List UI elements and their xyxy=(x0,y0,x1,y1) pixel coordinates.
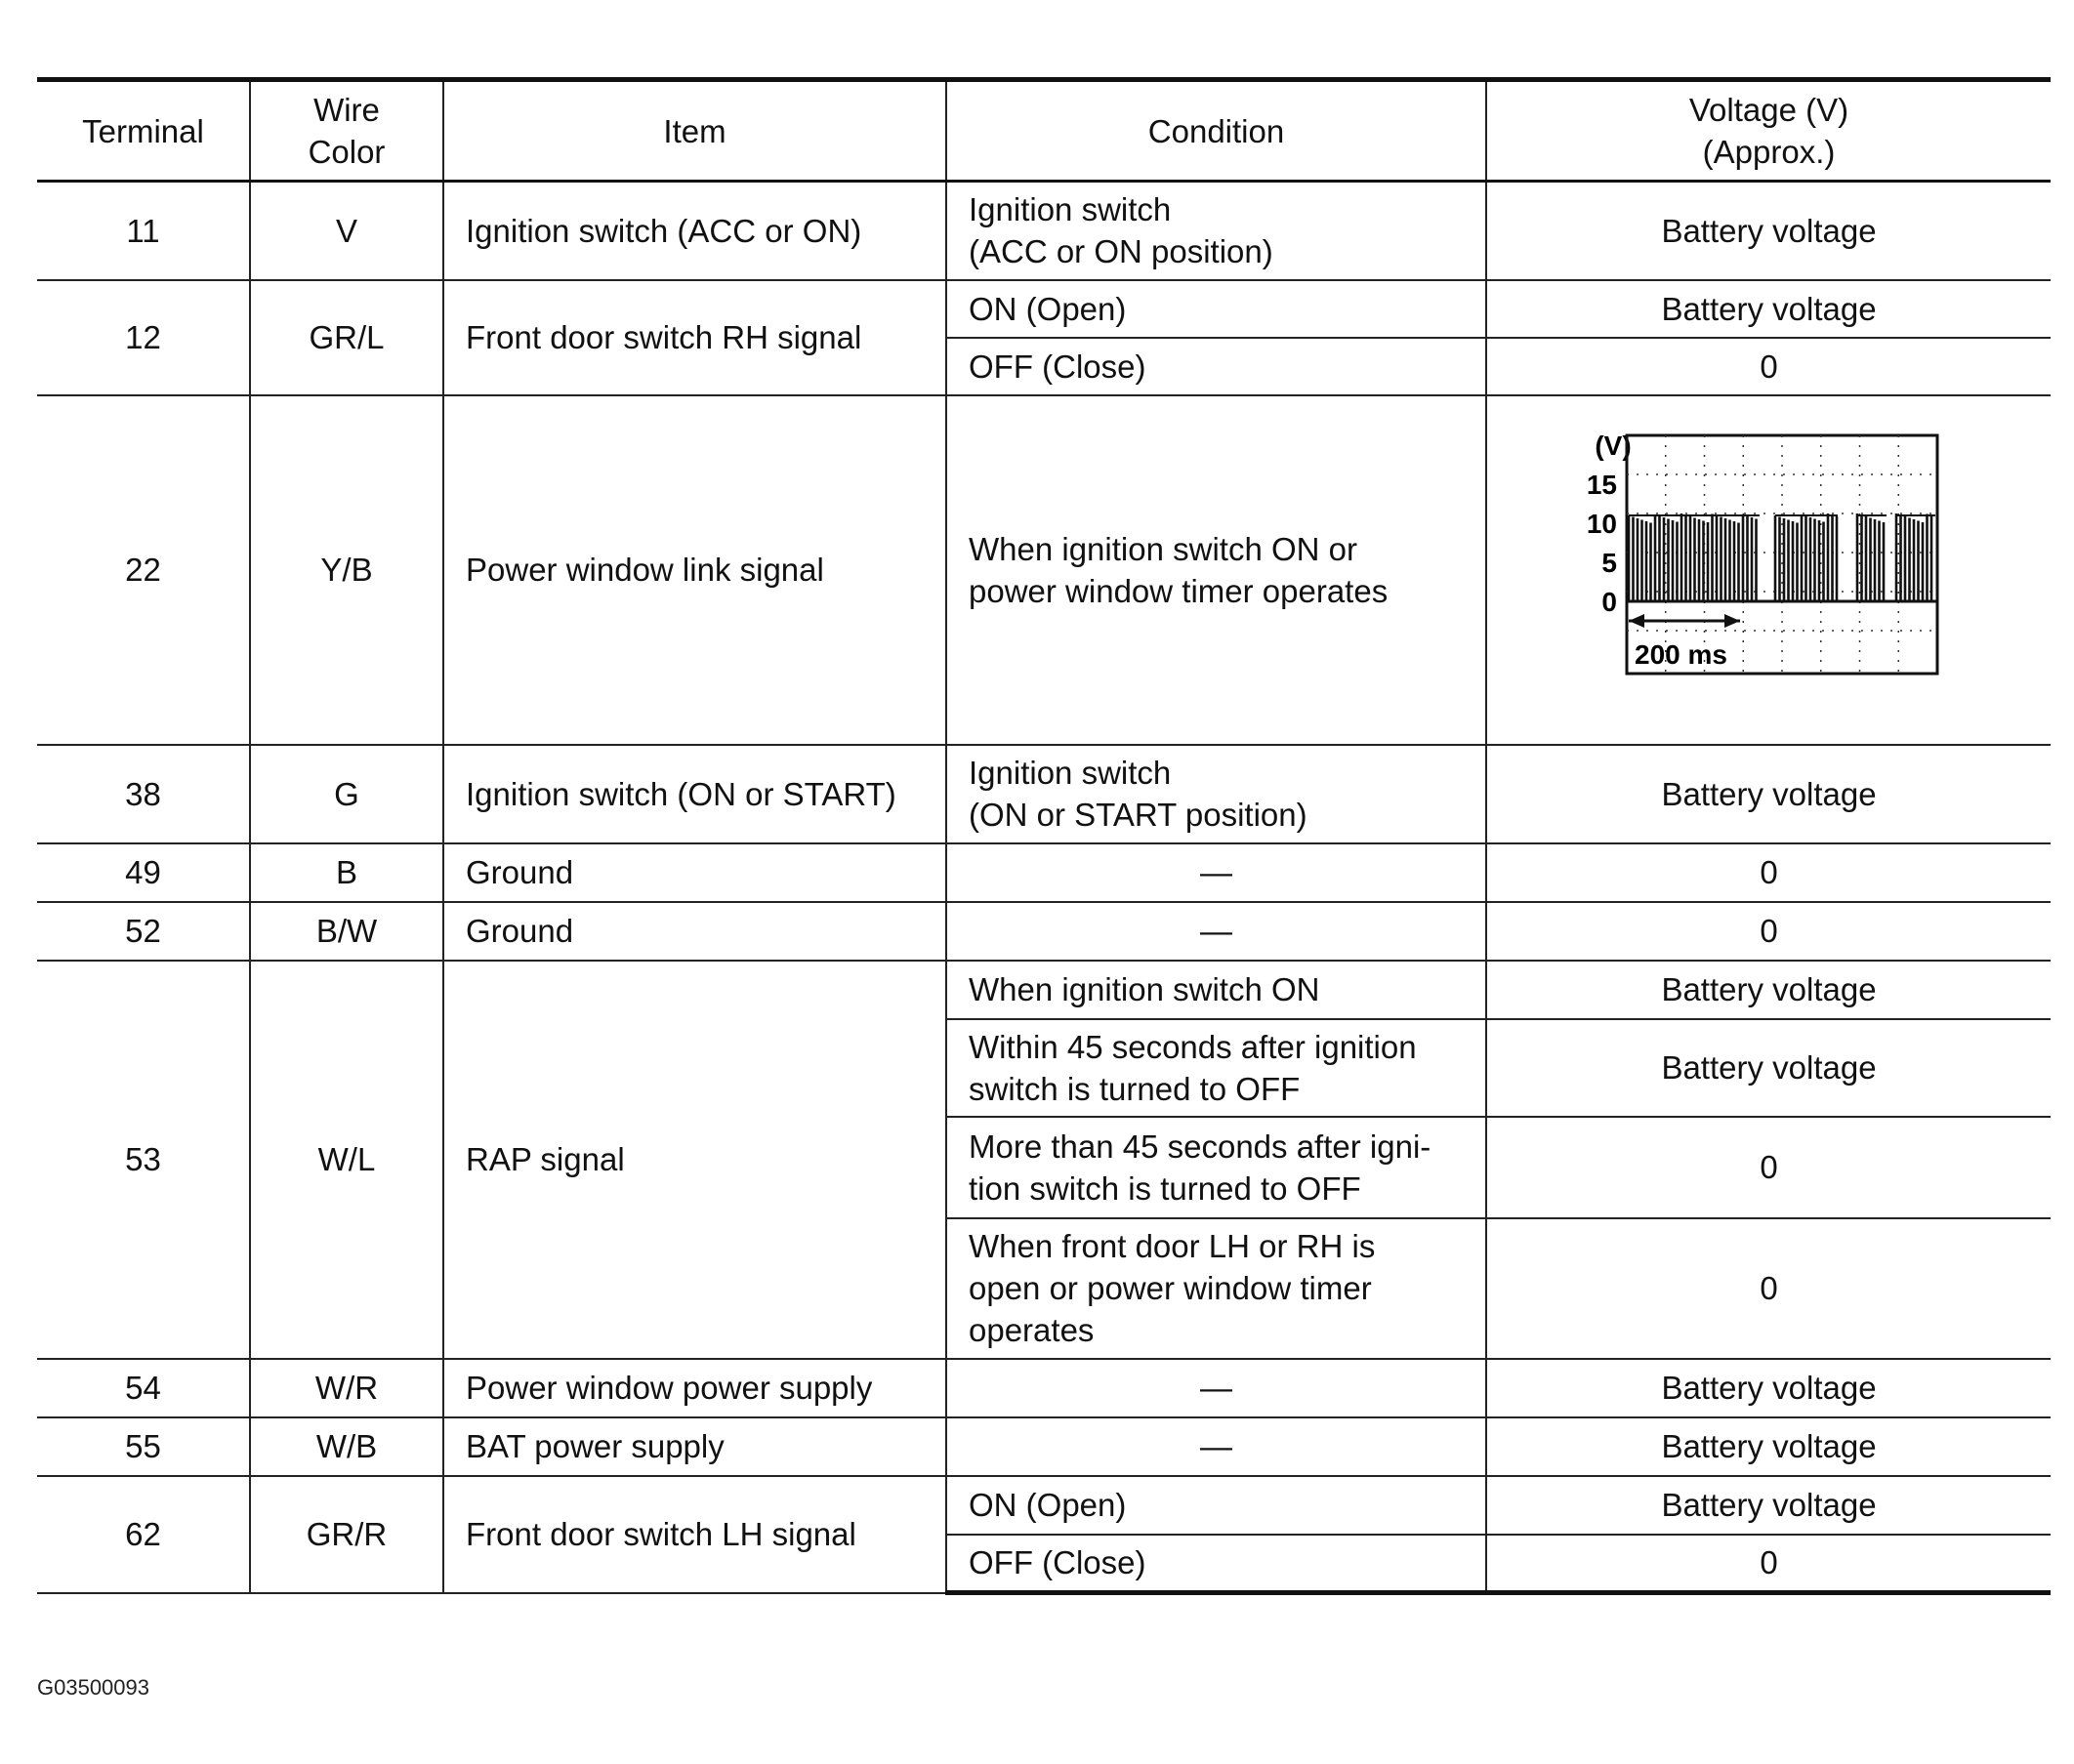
waveform-time-label: 200 ms xyxy=(1634,638,1727,670)
voltage-cell: Battery voltage xyxy=(1486,280,2051,338)
condition-cell: — xyxy=(946,843,1486,902)
condition-cell: When ignition switch ON xyxy=(946,961,1486,1019)
wire-color-cell: W/B xyxy=(250,1417,443,1476)
terminal-cell: 53 xyxy=(37,961,250,1359)
item-cell: Power window power supply xyxy=(443,1359,946,1417)
terminal-cell: 52 xyxy=(37,902,250,961)
voltage-cell: 0 xyxy=(1486,1218,2051,1359)
table-row xyxy=(37,1359,2051,1417)
terminal-cell: 38 xyxy=(37,745,250,843)
wire-color-cell: B xyxy=(250,843,443,902)
waveform-figure xyxy=(1564,433,1974,707)
header-wire-color: Wire Color xyxy=(250,80,443,182)
condition-line: When front door LH or RH is xyxy=(969,1228,1376,1264)
wire-color-cell: Y/B xyxy=(250,395,443,745)
table-row xyxy=(37,961,2051,1019)
voltage-cell: Battery voltage xyxy=(1486,961,2051,1019)
table-row xyxy=(37,745,2051,843)
condition-cell: OFF (Close) xyxy=(946,1535,1486,1593)
condition-cell: ON (Open) xyxy=(946,1476,1486,1535)
terminal-cell: 49 xyxy=(37,843,250,902)
table-header-row xyxy=(37,80,2051,182)
wire-color-cell: V xyxy=(250,182,443,280)
table-row xyxy=(37,182,2051,280)
condition-cell xyxy=(946,1019,1486,1117)
time-span-arrow xyxy=(1629,614,1740,628)
condition-line: (ON or START position) xyxy=(969,797,1307,833)
header-item: Item xyxy=(443,80,946,182)
waveform-y-tick: 15 xyxy=(1586,469,1617,500)
waveform-y-tick: 0 xyxy=(1600,586,1617,617)
table-row xyxy=(37,1476,2051,1535)
condition-cell: ON (Open) xyxy=(946,280,1486,338)
terminal-cell: 55 xyxy=(37,1417,250,1476)
voltage-cell: 0 xyxy=(1486,843,2051,902)
condition-line: Ignition switch xyxy=(969,191,1172,228)
item-cell: BAT power supply xyxy=(443,1417,946,1476)
condition-line: open or power window timer xyxy=(969,1270,1372,1306)
table-row xyxy=(37,843,2051,902)
terminal-cell: 62 xyxy=(37,1476,250,1593)
voltage-cell: Battery voltage xyxy=(1486,1476,2051,1535)
condition-line: Ignition switch xyxy=(969,755,1172,791)
voltage-cell: 0 xyxy=(1486,338,2051,395)
figure-code: G03500093 xyxy=(37,1675,149,1700)
condition-cell xyxy=(946,395,1486,745)
voltage-cell: 0 xyxy=(1486,1535,2051,1593)
waveform-y-tick: 5 xyxy=(1600,547,1617,578)
condition-cell xyxy=(946,1117,1486,1218)
condition-line: operates xyxy=(969,1312,1095,1348)
condition-cell: OFF (Close) xyxy=(946,338,1486,395)
item-cell: Ground xyxy=(443,843,946,902)
voltage-cell: Battery voltage xyxy=(1486,745,2051,843)
header-terminal: Terminal xyxy=(37,80,250,182)
condition-cell xyxy=(946,182,1486,280)
table-row xyxy=(37,1417,2051,1476)
header-voltage-line1: Voltage (V) xyxy=(1688,92,1849,128)
wire-color-cell: GR/L xyxy=(250,280,443,395)
wire-color-cell: W/L xyxy=(250,961,443,1359)
terminal-cell: 12 xyxy=(37,280,250,395)
header-voltage-line2: (Approx.) xyxy=(1702,134,1836,170)
condition-cell: — xyxy=(946,1417,1486,1476)
item-cell: Ignition switch (ACC or ON) xyxy=(443,182,946,280)
condition-line: Within 45 seconds after ignition xyxy=(969,1028,1417,1065)
item-cell: Front door switch LH signal xyxy=(443,1476,946,1593)
voltage-cell: Battery voltage xyxy=(1486,1019,2051,1117)
condition-line: tion switch is turned to OFF xyxy=(969,1169,1361,1207)
condition-line: (ACC or ON position) xyxy=(969,233,1273,270)
waveform-y-unit: (V) xyxy=(1594,432,1632,461)
voltage-cell: Battery voltage xyxy=(1486,1359,2051,1417)
condition-cell xyxy=(946,1218,1486,1359)
condition-line: switch is turned to OFF xyxy=(969,1070,1301,1107)
wire-color-cell: W/R xyxy=(250,1359,443,1417)
voltage-cell: Battery voltage xyxy=(1486,182,2051,280)
condition-cell: — xyxy=(946,1359,1486,1417)
voltage-cell: 0 xyxy=(1486,902,2051,961)
header-voltage xyxy=(1486,80,2051,182)
item-cell: Power window link signal xyxy=(443,395,946,745)
wire-color-cell: B/W xyxy=(250,902,443,961)
condition-cell: — xyxy=(946,902,1486,961)
voltage-cell: 0 xyxy=(1486,1117,2051,1218)
table-row xyxy=(37,902,2051,961)
condition-line: power window timer operates xyxy=(969,572,1389,609)
wire-color-cell: GR/R xyxy=(250,1476,443,1593)
item-cell: Ground xyxy=(443,902,946,961)
item-cell: Front door switch RH signal xyxy=(443,280,946,395)
header-condition: Condition xyxy=(946,80,1486,182)
waveform-y-tick: 10 xyxy=(1586,508,1617,539)
terminal-cell: 54 xyxy=(37,1359,250,1417)
item-cell: RAP signal xyxy=(443,961,946,1359)
voltage-cell xyxy=(1486,395,2051,745)
waveform-signal xyxy=(1627,513,1937,601)
condition-line: More than 45 seconds after igni- xyxy=(969,1128,1431,1165)
terminal-voltage-table xyxy=(37,77,2051,1595)
voltage-cell: Battery voltage xyxy=(1486,1417,2051,1476)
item-cell: Ignition switch (ON or START) xyxy=(443,745,946,843)
table-row xyxy=(37,280,2051,338)
terminal-cell: 11 xyxy=(37,182,250,280)
table-row xyxy=(37,395,2051,745)
wire-color-cell: G xyxy=(250,745,443,843)
condition-line: When ignition switch ON or xyxy=(969,530,1357,567)
condition-cell xyxy=(946,745,1486,843)
terminal-cell: 22 xyxy=(37,395,250,745)
